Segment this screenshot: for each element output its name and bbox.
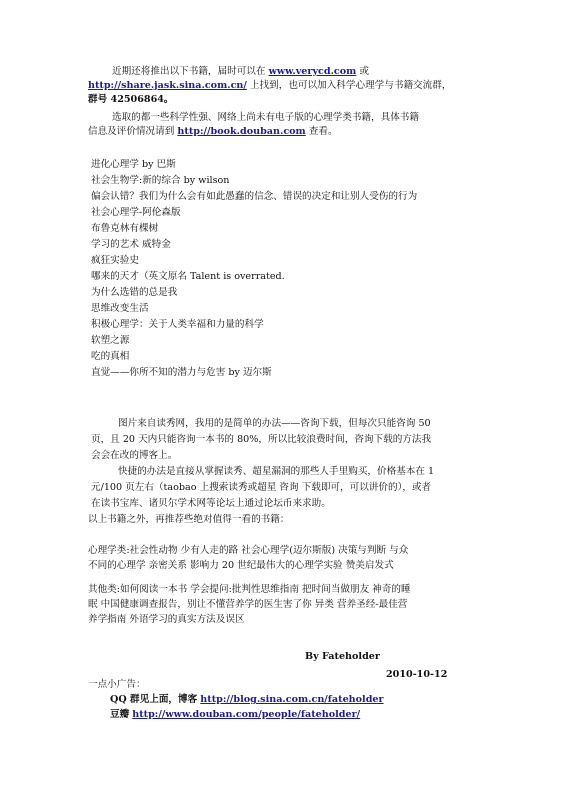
list-item: 吃的真相 — [91, 351, 130, 362]
intro-text: 查看。 — [308, 126, 338, 137]
list-item: 社会生物学:新的综合 by wilson — [91, 175, 230, 186]
intro-line-2 — [88, 80, 451, 92]
other-books-line: 其他类:如何阅读一本书 学会提问:批判性思维指南 把时间当做朋友 神奇的睡 — [88, 584, 411, 595]
intro-text: 或 — [359, 66, 369, 77]
qq-group-number: 群号 42506864。 — [88, 94, 174, 105]
paragraph-3-line: 会会在改的博客上。 — [91, 450, 178, 461]
list-item: 思维改变生活 — [91, 303, 149, 314]
verycd-link[interactable]: www.verycd.com — [268, 66, 357, 77]
intro-line-4 — [88, 126, 338, 138]
intro-text: 上找到，也可以加入科学心理学与书籍交流群， — [249, 80, 452, 91]
ad-title: 一点小广告： — [88, 679, 146, 690]
list-item: 社会心理学-阿伦森版 — [91, 207, 181, 218]
blog-link[interactable]: http://blog.sina.com.cn/fateholder — [200, 694, 384, 705]
ad-text: QQ 群见上面，博客 — [110, 694, 198, 705]
ad-blog-line — [110, 694, 384, 706]
psychology-books-line: 不同的心理学 亲密关系 影响力 20 世纪最伟大的心理学实验 赞美启发式 — [88, 560, 394, 571]
paragraph-3-line: 图片来自读秀网，我用的是简单的办法——咨询下载，但每次只能咨询 50 — [118, 418, 431, 429]
other-books-line: 养学指南 外语学习的真实方法及误区 — [88, 614, 245, 625]
intro-line-3: 选取的都一些科学性强、网络上尚未有电子版的心理学类书籍，具体书籍 — [112, 112, 419, 123]
list-item: 学习的艺术 威特金 — [91, 239, 171, 250]
list-item: 偏会认错？我们为什么会有如此愚蠢的信念、错误的决定和让别人受伤的行为 — [91, 191, 418, 202]
intro-text: 信息及评价情况请到 — [88, 126, 175, 137]
douban-profile-link[interactable]: http://www.douban.com/people/fateholder/ — [132, 709, 361, 720]
list-item: 为什么选错的总是我 — [91, 287, 178, 298]
list-item: 积极心理学：关于人类幸福和力量的科学 — [91, 319, 264, 330]
other-books-line: 眠 中国健康调查报告，别让不懂营养学的医生害了你 异类 营养圣经-最佳营 — [88, 599, 408, 610]
ad-text: 豆瓣 — [110, 709, 130, 720]
ad-douban-line — [110, 709, 360, 721]
intro-text: 近期还将推出以下书籍，届时可以在 — [112, 66, 266, 77]
recommend-heading: 以上书籍之外，再推荐些绝对值得一看的书籍： — [88, 514, 290, 525]
list-item: 直觉——你所不知的潜力与危害 by 迈尔斯 — [91, 367, 272, 378]
list-item: 疯狂实验史 — [91, 255, 139, 266]
list-item: 软塑之源 — [91, 335, 130, 346]
signature-author: By Fateholder — [305, 651, 380, 662]
list-item: 进化心理学 by 巴斯 — [91, 159, 176, 170]
sina-share-link[interactable]: http://share.jask.sina.com.cn/ — [88, 80, 247, 91]
paragraph-4-line: 在读书宝库、诸贝尔学术网等论坛上通过论坛币来求助。 — [91, 498, 331, 509]
douban-book-link[interactable]: http://book.douban.com — [177, 126, 306, 137]
list-item: 哪来的天才（英文原名 Talent is overrated. — [91, 271, 285, 282]
paragraph-4-line: 元/100 页左右（taobao 上搜索读秀或超星 咨询 下载即可，可以讲价的），或者 — [91, 482, 432, 493]
signature-date: 2010-10-12 — [386, 669, 448, 680]
paragraph-4-line: 快捷的办法是直接从掌握读秀、超星漏洞的那些人手里购买，价格基本在 1 — [118, 466, 435, 477]
list-item: 布鲁克林有棵树 — [91, 223, 159, 234]
psychology-books-line: 心理学类:社会性动物 少有人走的路 社会心理学(迈尔斯版) 决策与判断 与众 — [88, 545, 409, 556]
intro-line-1 — [112, 66, 369, 78]
paragraph-3-line: 页，且 20 天内只能咨询一本书的 80%，所以比较浪费时间，咨询下载的方法我 — [91, 434, 432, 445]
